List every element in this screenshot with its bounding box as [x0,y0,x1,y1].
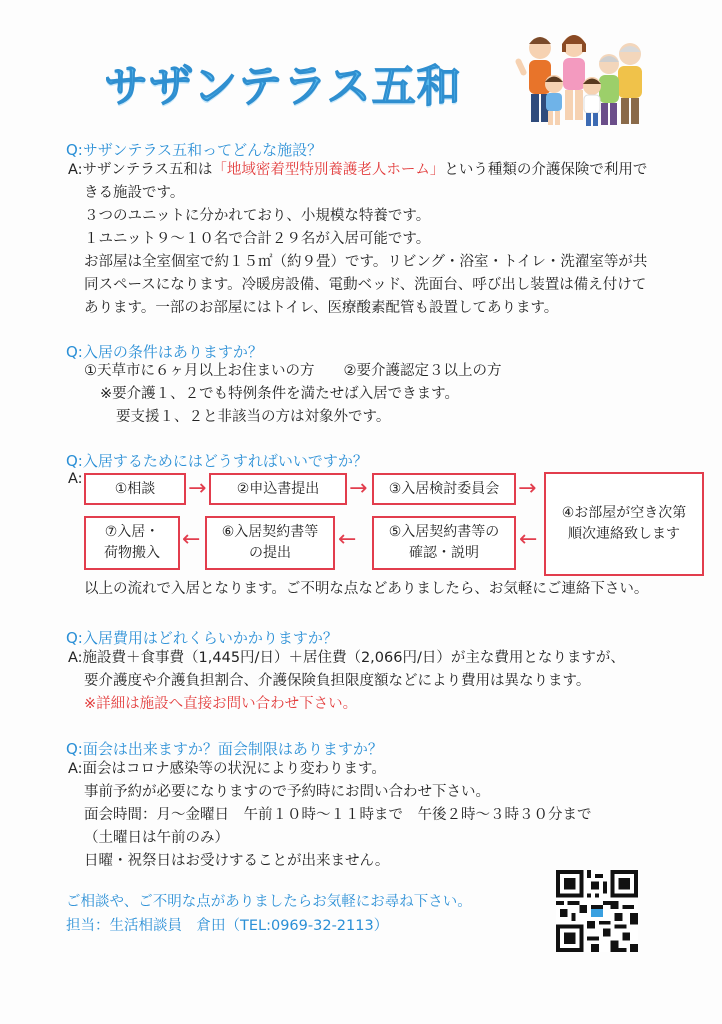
flow-step-2: ②申込書提出 [209,473,347,505]
family-illustration [512,28,662,132]
answer-line: きる施設です。 [84,185,185,201]
answer-line: 同スペースになります。冷暖房設備、電動ベッド、洗面台、呼び出し装置は備え付けて [84,277,647,293]
answer-line: （土曜日は午前のみ） [84,830,229,846]
answer-line: ※要介護１、２でも特例条件を満たせば入居できます。 [100,386,459,402]
arrow-right-icon: → [349,476,368,501]
question-facility: Q:サザンテラス五和ってどんな施設？ [66,141,323,159]
answer-line: 要介護度や介護負担割合、介護保険負担限度額などにより費用は異なります。 [84,673,591,689]
answer-line: A:施設費＋食事費（1,445円/日）＋居住費（2,066円/日）が主な費用となりますが、 [68,650,625,666]
answer-line: ３つのユニットに分かれており、小規模な特養です。 [84,208,431,224]
answer-line: 面会時間：月～金曜日 午前１０時～１１時まで 午後２時～３時３０分まで [84,807,592,823]
answer-line: 日曜・祝祭日はお受けすることが出来ません。 [84,853,390,869]
qr-code[interactable] [556,870,638,952]
flow-step-6: ⑥入居契約書等 の提出 [205,516,335,570]
arrow-right-icon: → [518,476,537,501]
question-cost: Q:入居費用はどれくらいかかりますか？ [66,629,338,647]
arrow-left-icon: ← [519,527,538,552]
flow-step-5: ⑤入居契約書等の 確認・説明 [372,516,516,570]
answer-line: １ユニット９～１０名で合計２９名が入居可能です。 [84,231,431,247]
answer-line: ①天草市に６ヶ月以上お住まいの方 ②要介護認定３以上の方 [84,363,502,379]
question-how-to-enter: Q:入居するためにはどうすればいいですか？ [66,452,368,470]
contact-person: 担当：生活相談員 倉田（TEL:0969-32-2113） [66,918,389,934]
answer-facility-line1: A:サザンテラス五和は「地域密着型特別養護老人ホーム」という種類の介護保険で利用で [68,162,648,178]
cost-note: ※詳細は施設へ直接お問い合わせ下さい。 [84,696,358,712]
answer-line: あります。一部のお部屋にはトイレ、医療酸素配管も設置してあります。 [84,300,559,316]
flow-step-3: ③入居検討委員会 [372,473,516,505]
answer-line: お部屋は全室個室で約１５㎡（約９畳）です。リビング・浴室・トイレ・洗濯室等が共 [84,254,648,270]
contact-message: ご相談や、ご不明な点がありましたらお気軽にお尋ね下さい。 [66,894,472,910]
arrow-left-icon: ← [338,527,357,552]
question-visits: Q:面会は出来ますか？面会制限はありますか？ [66,740,383,758]
page-title: サザンテラス五和 [104,61,462,112]
question-conditions: Q:入居の条件はありますか？ [66,343,263,361]
flow-note: 以上の流れで入居となります。ご不明な点などありましたら、お気軽にご連絡下さい。 [84,581,649,597]
answer-line: 要支援１、２と非該当の方は対象外です。 [116,409,391,425]
flow-step-7: ⑦入居・ 荷物搬入 [84,516,180,570]
arrow-left-icon: ← [182,527,201,552]
answer-label: A: [68,471,83,487]
flow-step-1: ①相談 [84,473,186,505]
flow-step-4: ④お部屋が空き次第 順次連絡致します [544,472,704,576]
answer-line: A:面会はコロナ感染等の状況により変わります。 [68,761,386,777]
answer-line: 事前予約が必要になりますので予約時にお問い合わせ下さい。 [84,784,490,800]
arrow-right-icon: → [188,476,207,501]
